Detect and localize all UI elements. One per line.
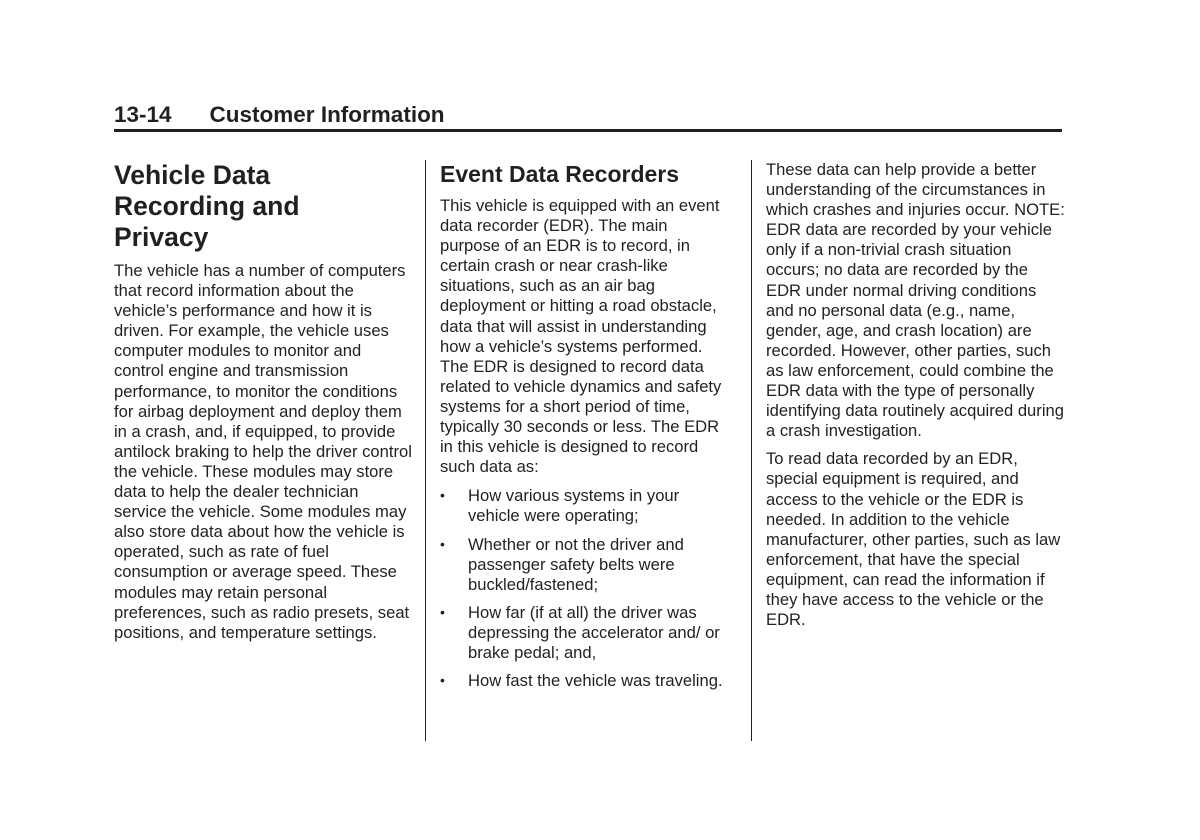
edr-data-list <box>440 486 732 691</box>
vehicle-data-recording-paragraph: The vehicle has a number of computers that record information about the vehicle’s performance and how it is driven. For example, the vehicle uses computer modules to monitor and control engine and transmission performance, to monitor the conditions for airbag deployment and deploy them in a crash, and, if equipped, to provide antilock braking to help the driver control the vehicle. These modules may store data to help the dealer technician service the vehicle. Some modules may also store data about how the vehicle is operated, such as rate of fuel consumption or average speed. These modules may retain personal preferences, such as radio presets, seat positions, and temperature settings. <box>114 261 412 642</box>
list-item <box>440 535 732 595</box>
column-3 <box>766 160 1066 630</box>
column-divider <box>751 160 752 741</box>
edr-understanding-paragraph: These data can help provide a better understanding of the circumstances in which crashes and injuries occur. NOTE: EDR data are recorded by your vehicle only if a non-trivial crash situation occurs; no data are recorded by the EDR under normal driving conditions and no personal data (e.g., name, gender, age, and crash location) are recorded. However, other parties, such as law enforcement, could combine the EDR data with the type of personally identifying data routinely acquired during a crash investigation. <box>766 160 1065 441</box>
edr-intro-paragraph: This vehicle is equipped with an event data recorder (EDR). The main purpose of an EDR is to record, in certain crash or near crash-like situations, such as an air bag deployment or hitting a road obstacle, data that will assist in understanding how a vehicle’s systems performed. The EDR is designed to record data related to vehicle dynamics and safety systems for a short period of time, typically 30 seconds or less. The EDR in this vehicle is designed to record such data as: <box>440 196 722 477</box>
list-item <box>440 671 732 691</box>
edr-access-paragraph: To read data recorded by an EDR, special equipment is required, and access to the vehicle or the EDR is needed. In addition to the vehicle manufacturer, other parties, such as law enforcement, that have the special equipment, can read the information if they have access to the vehicle or the EDR. <box>766 449 1061 630</box>
list-item <box>440 486 732 526</box>
page-header <box>114 101 1062 132</box>
list-item <box>440 603 732 663</box>
bullet-icon: • <box>440 603 445 620</box>
list-item-text: Whether or not the driver and passenger safety belts were buckled/fastened; <box>468 534 684 594</box>
vehicle-data-recording-heading: Vehicle Data Recording and Privacy <box>114 160 300 252</box>
bullet-icon: • <box>440 535 445 552</box>
bullet-icon: • <box>440 672 445 689</box>
list-item-text: How far (if at all) the driver was depressing the accelerator and/ or brake pedal; and, <box>468 602 720 662</box>
bullet-icon: • <box>440 487 445 504</box>
column-2 <box>440 160 732 699</box>
page-number: 13-14 <box>114 102 172 127</box>
section-title: Customer Information <box>209 102 445 127</box>
column-1 <box>114 160 414 643</box>
list-item-text: How various systems in your vehicle were operating; <box>468 486 680 526</box>
list-item-text: How fast the vehicle was traveling. <box>468 671 723 691</box>
event-data-recorders-heading: Event Data Recorders <box>440 161 680 187</box>
column-divider <box>425 160 426 741</box>
